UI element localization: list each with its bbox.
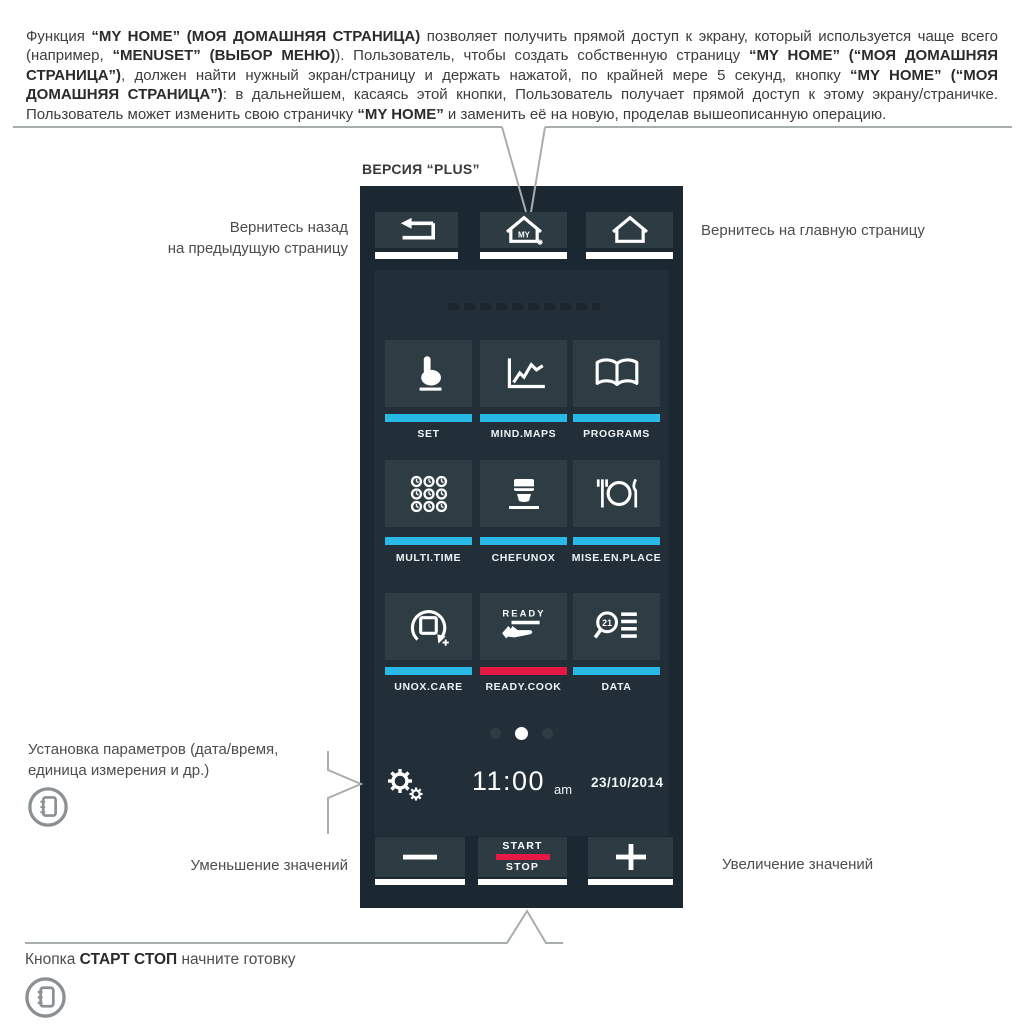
tile-bar xyxy=(480,667,567,675)
version-label: ВЕРСИЯ “PLUS” xyxy=(362,161,480,177)
tile-unox-care[interactable] xyxy=(385,593,472,660)
home-annotation: Вернитесь на главную страницу xyxy=(701,222,925,239)
clock-meridiem: am xyxy=(554,782,573,797)
my-home-icon xyxy=(500,214,548,246)
notebook-circle-icon xyxy=(24,976,67,1019)
back-annotation-line1: Вернитесь назад xyxy=(229,219,348,236)
start-stop-annotation xyxy=(25,950,296,971)
intro-paragraph xyxy=(26,27,998,124)
increase-annotation: Увеличение значений xyxy=(722,856,874,873)
intro-segment: “MY HOME” (“МОЯ ДОМАШНЯЯ СТРАНИЦА”) xyxy=(26,66,998,104)
settings-annotation-line1: Установка параметров (дата/время, xyxy=(28,741,279,758)
settings-button[interactable] xyxy=(385,766,425,807)
tile-label: MISE.EN.PLACE xyxy=(571,552,662,564)
annotation-segment: начните готовку xyxy=(177,951,296,968)
tile-label: CHEFUNOX xyxy=(491,552,556,564)
tile-label: SET xyxy=(417,428,440,440)
tile-bar xyxy=(573,537,660,545)
tile-label: MIND.MAPS xyxy=(490,428,557,440)
start-stop-red-bar xyxy=(496,854,550,860)
tile-bar xyxy=(573,414,660,422)
clock-time: 11:00 xyxy=(472,766,546,796)
faint-text xyxy=(448,303,600,310)
tile-bar xyxy=(480,537,567,545)
intro-segment: ). Пользователь, чтобы создать собственную страницу xyxy=(335,47,749,65)
home-button[interactable] xyxy=(586,212,673,248)
my-home-label: MY xyxy=(517,230,530,240)
tile-bar xyxy=(573,667,660,675)
stop-label: STOP xyxy=(505,861,540,873)
back-arrow-icon xyxy=(394,217,440,244)
notebook-circle-icon xyxy=(27,786,69,828)
chart-icon xyxy=(499,354,549,394)
clock-date: 23/10/2014 xyxy=(591,775,664,790)
annotation-segment: СТАРТ СТОП xyxy=(79,951,178,968)
tile-mind-maps[interactable] xyxy=(480,340,567,407)
oven-touchscreen-panel xyxy=(360,186,683,908)
search-list-icon xyxy=(592,608,642,646)
gear-icon xyxy=(385,766,425,802)
intro-segment: “MY HOME” xyxy=(357,105,444,123)
plus-icon xyxy=(607,842,655,872)
intro-segment: позволяет получить прямой доступ к экрану, который используется чаще всего (например, xyxy=(26,28,998,65)
back-button[interactable] xyxy=(375,212,458,248)
pager-dot[interactable] xyxy=(490,728,501,739)
tile-bar xyxy=(385,537,472,545)
start-label: START xyxy=(502,840,543,852)
home-icon xyxy=(606,214,654,246)
tile-bar xyxy=(385,667,472,675)
tile-set[interactable] xyxy=(385,340,472,407)
intro-segment: , должен найти нужный экран/страницу и держать нажатой, по крайней мере 5 секунд, кнопку xyxy=(121,66,851,84)
annotation-segment: Кнопка xyxy=(25,951,80,968)
button-underline xyxy=(586,252,673,259)
settings-annotation xyxy=(28,740,278,781)
tile-chefunox[interactable] xyxy=(480,460,567,527)
plate-cutlery-icon xyxy=(592,474,642,514)
tile-ready-cook[interactable] xyxy=(480,593,567,660)
intro-segment: “MENUSET” (ВЫБОР МЕНЮ) xyxy=(112,47,336,65)
button-underline xyxy=(480,252,567,259)
pager-dot-active[interactable] xyxy=(515,727,528,740)
my-home-button[interactable] xyxy=(480,212,567,248)
intro-segment: Функция xyxy=(26,28,92,45)
page-indicator xyxy=(360,727,683,740)
start-stop-button[interactable] xyxy=(478,837,567,877)
tile-label: DATA xyxy=(601,681,632,693)
intro-segment: “MY HOME” (“МОЯ ДОМАШНЯЯ СТРАНИЦА”) xyxy=(26,47,999,84)
button-underline xyxy=(478,879,567,885)
pager-dot[interactable] xyxy=(542,728,553,739)
decrease-annotation: Уменьшение значений xyxy=(190,857,348,874)
clocks-grid-icon xyxy=(404,472,454,516)
ready-overlay-label: READY xyxy=(501,608,546,619)
minus-icon xyxy=(396,845,444,869)
chef-hat-icon xyxy=(500,474,548,514)
tile-mise-en-place[interactable] xyxy=(573,460,660,527)
intro-segment: и заменить её на новую, проделав вышеописанную операцию. xyxy=(443,105,887,123)
tile-label: PROGRAMS xyxy=(583,428,650,440)
tile-bar xyxy=(385,414,472,422)
back-annotation xyxy=(100,218,348,259)
open-book-icon xyxy=(592,355,642,393)
tile-label: MULTI.TIME xyxy=(395,552,462,564)
touch-hand-icon xyxy=(404,352,454,396)
ready-hand-icon xyxy=(499,605,549,649)
back-annotation-line2: на предыдущую страницу xyxy=(167,239,348,257)
tile-label: READY.COOK xyxy=(485,681,562,693)
button-underline xyxy=(588,879,673,885)
decrease-button[interactable] xyxy=(375,837,465,877)
data-overlay-label: 21 xyxy=(601,617,612,628)
intro-segment: : в дальнейшем, касаясь этой кнопки, Пользователь получает прямой доступ к этому экрану/страничке. Пользователь может изменить свою страничку xyxy=(26,86,998,123)
tile-data[interactable] xyxy=(573,593,660,660)
tile-programs[interactable] xyxy=(573,340,660,407)
tile-bar xyxy=(480,414,567,422)
tile-multi-time[interactable] xyxy=(385,460,472,527)
button-underline xyxy=(375,879,465,885)
settings-annotation-line2: единица измерения и др.) xyxy=(28,761,210,779)
button-underline xyxy=(375,252,458,259)
increase-button[interactable] xyxy=(588,837,673,877)
intro-segment: “MY HOME” (МОЯ ДОМАШНЯЯ СТРАНИЦА) xyxy=(91,28,421,45)
tile-label: UNOX.CARE xyxy=(394,681,463,693)
rotate-square-icon xyxy=(404,605,454,649)
